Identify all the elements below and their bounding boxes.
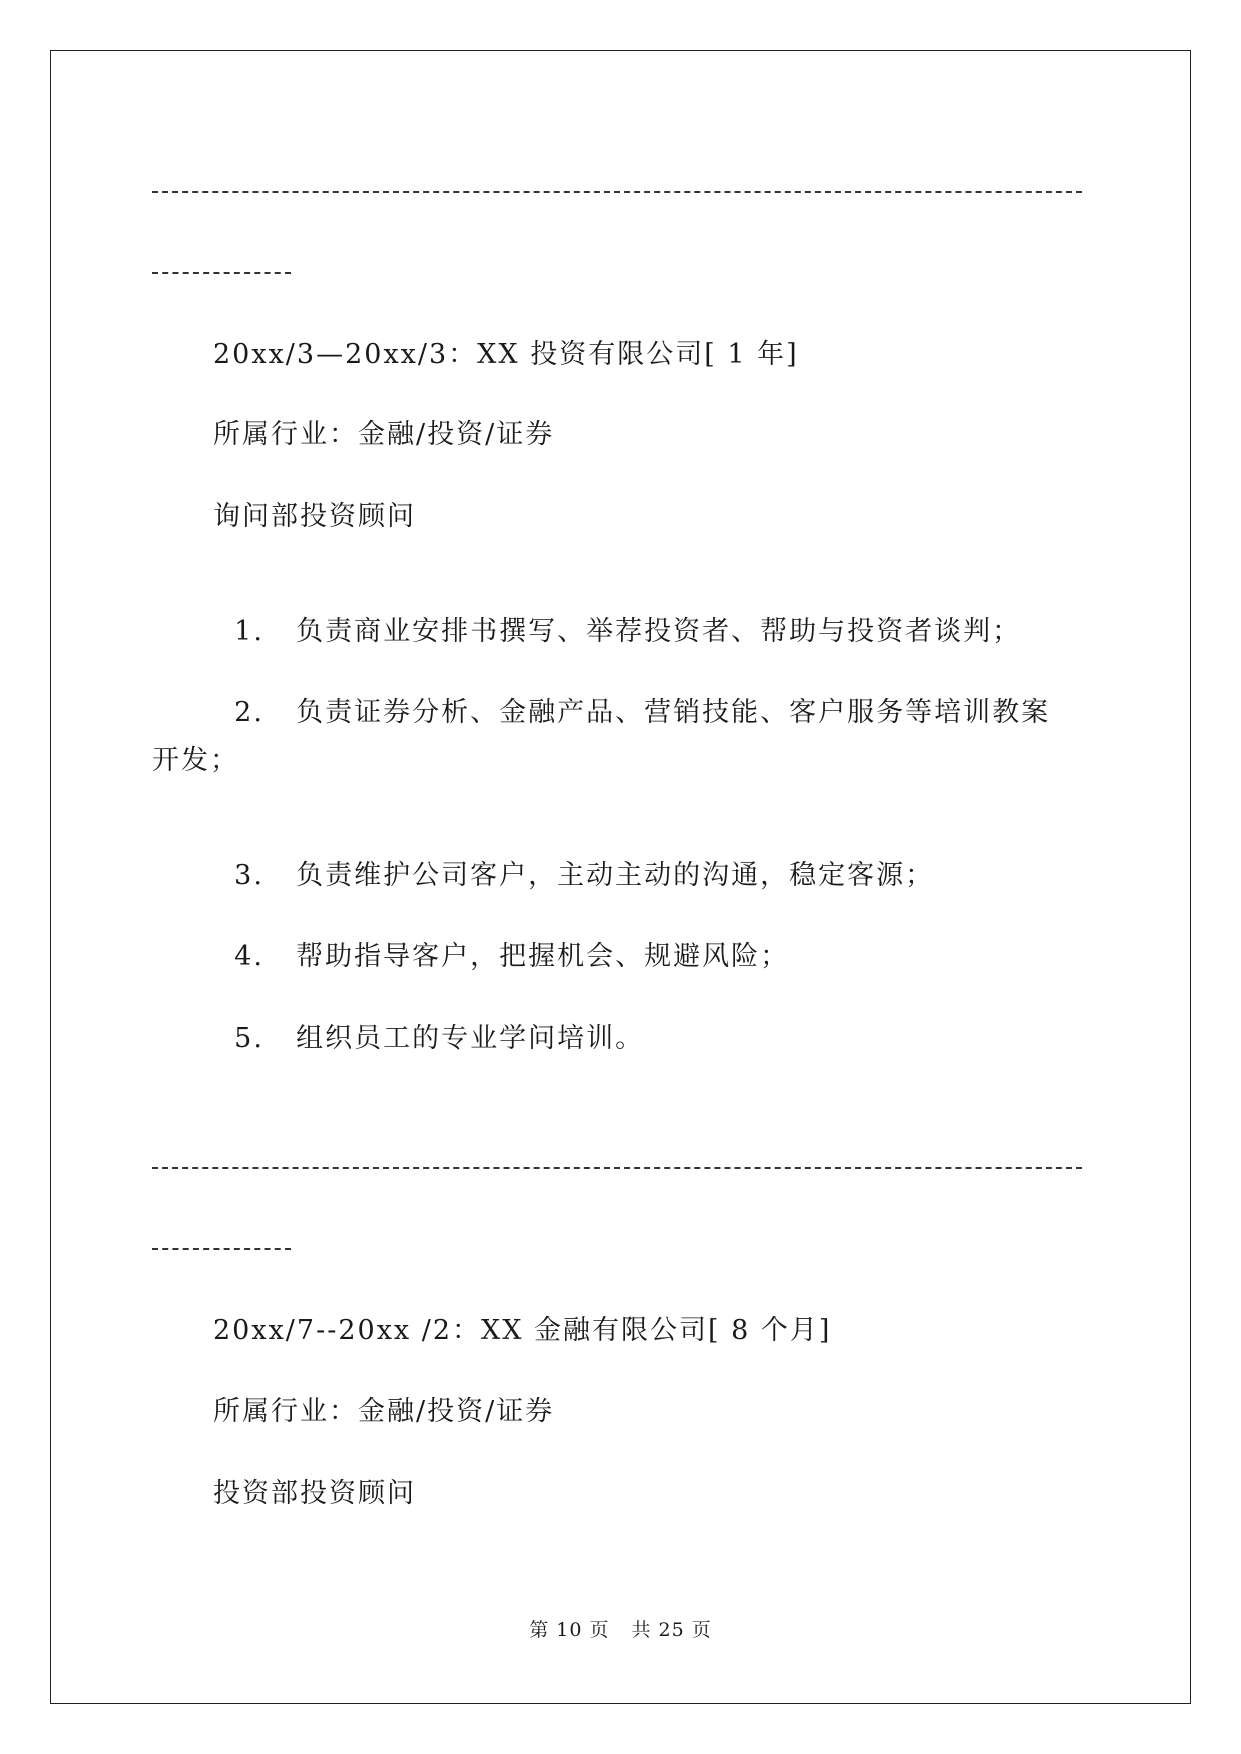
job-header-2: 20xx/7--20xx /2：XX 金融有限公司[ 8 个月] — [213, 1315, 832, 1346]
duty-item — [213, 906, 789, 974]
separator-line — [152, 1167, 1082, 1169]
duty-text: 负责商业安排书撰写、举荐投资者、帮助与投资者谈判； — [296, 616, 1022, 647]
duty-text: 组织员工的专业学问培训。 — [296, 1023, 645, 1054]
duty-number: 5. — [234, 1023, 264, 1054]
job-header-1: 20xx/3—20xx/3：XX 投资有限公司[ 1 年] — [213, 339, 799, 370]
duty-item — [213, 662, 1050, 730]
industry-1: 所属行业：金融/投资/证券 — [213, 419, 555, 450]
duty-text-continued: 开发； — [152, 745, 239, 776]
duty-number: 3. — [234, 860, 264, 891]
duty-item — [213, 825, 934, 893]
separator-line-continued — [152, 272, 291, 274]
position-1: 询问部投资顾问 — [213, 501, 416, 532]
separator-line-continued — [152, 1248, 291, 1250]
duty-number: 1. — [234, 616, 264, 647]
duty-number: 2. — [234, 697, 264, 728]
duty-text: 负责维护公司客户，主动主动的沟通，稳定客源； — [296, 860, 935, 891]
page-footer — [0, 1618, 1241, 1642]
duty-item — [213, 581, 1021, 649]
duty-item — [213, 988, 644, 1056]
duty-number: 4. — [234, 941, 264, 972]
industry-2: 所属行业：金融/投资/证券 — [213, 1396, 555, 1427]
position-2: 投资部投资顾问 — [213, 1478, 416, 1509]
page-total: 共 25 页 — [631, 1619, 712, 1641]
separator-line — [152, 191, 1082, 193]
duty-text: 负责证券分析、金融产品、营销技能、客户服务等培训教案 — [296, 697, 1051, 728]
duty-text: 帮助指导客户，把握机会、规避风险； — [296, 941, 790, 972]
page-number: 第 10 页 — [529, 1619, 610, 1641]
